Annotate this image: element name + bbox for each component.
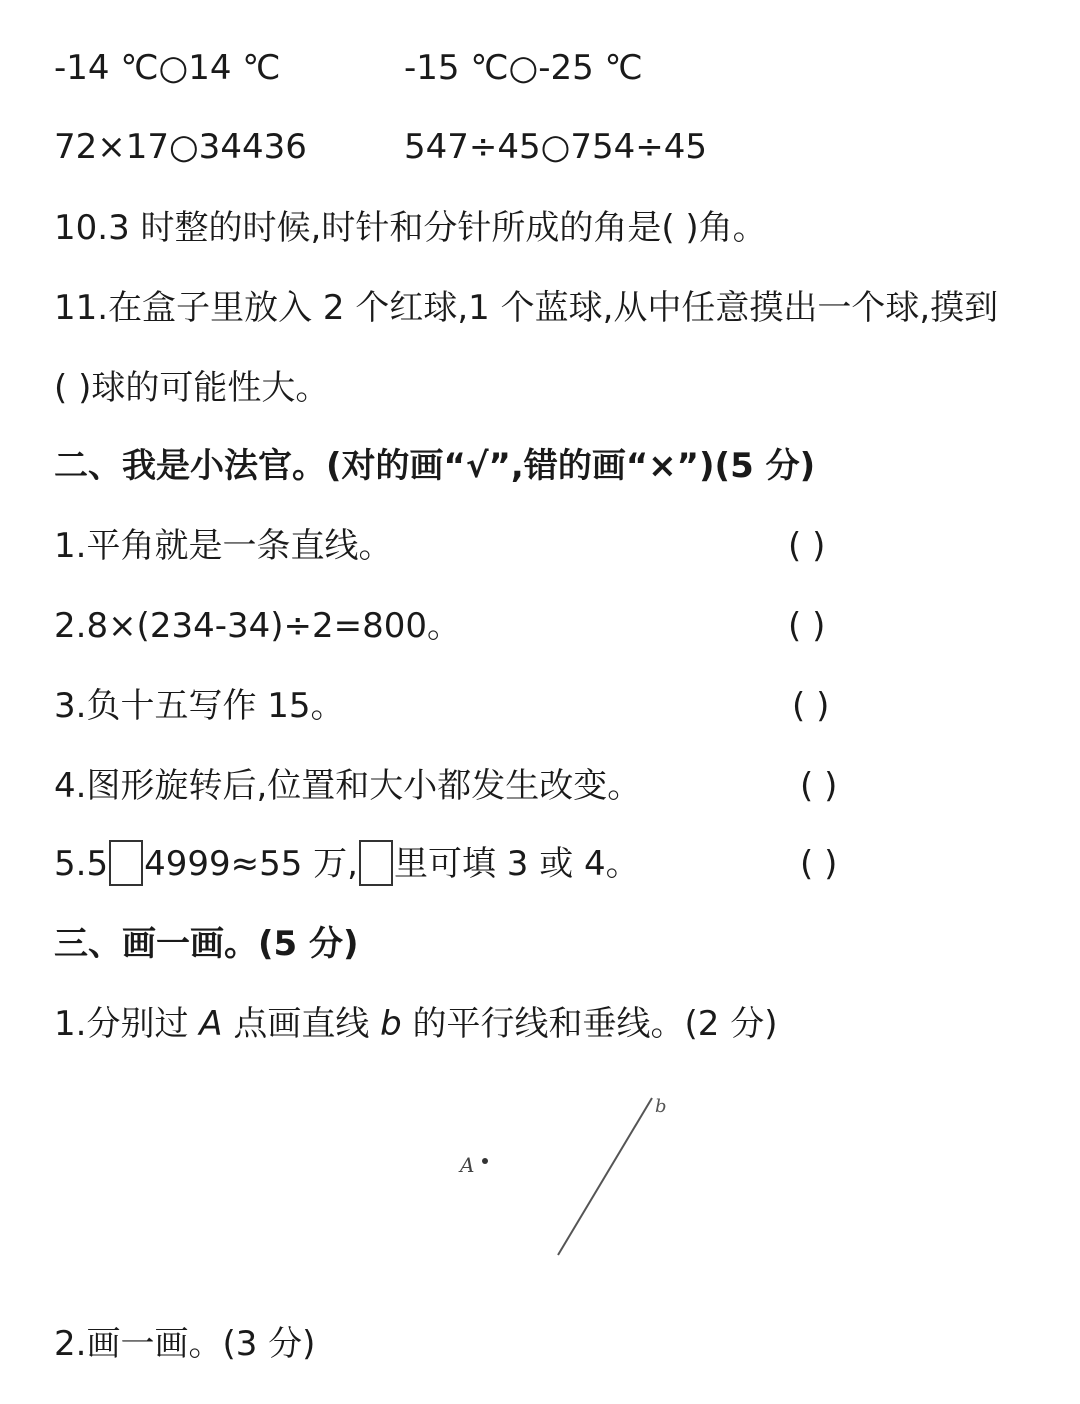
answer-paren-2[interactable]: ( ) bbox=[788, 606, 826, 646]
question-10: 10.3 时整的时候,时针和分针所成的角是( )角。 bbox=[54, 208, 767, 248]
judge-item-4: 4.图形旋转后,位置和大小都发生改变。 bbox=[54, 766, 642, 806]
compare-right-1: -15 ℃○-25 ℃ bbox=[404, 48, 643, 88]
compare-right-2: 547÷45○754÷45 bbox=[404, 127, 707, 167]
q1-mid: 点画直线 bbox=[222, 1004, 381, 1044]
judge-item-5-part1: 5.5 bbox=[54, 844, 109, 884]
section-3-title: 三、画一画。(5 分) bbox=[54, 924, 359, 964]
draw-question-2: 2.画一画。(3 分) bbox=[54, 1324, 316, 1364]
answer-paren-4[interactable]: ( ) bbox=[800, 766, 838, 806]
judge-item-2: 2.8×(234-34)÷2=800。 bbox=[54, 606, 462, 646]
point-a-label: A bbox=[460, 1153, 475, 1177]
point-a-ref: A bbox=[199, 1004, 223, 1044]
judge-item-5-part3: 里可填 3 或 4。 bbox=[393, 844, 640, 884]
judge-item-3: 3.负十五写作 15。 bbox=[54, 686, 345, 726]
judge-item-1: 1.平角就是一条直线。 bbox=[54, 526, 393, 566]
blank-box[interactable] bbox=[109, 840, 143, 886]
answer-paren-1[interactable]: ( ) bbox=[788, 526, 826, 566]
answer-paren-5[interactable]: ( ) bbox=[800, 844, 838, 884]
blank-box[interactable] bbox=[359, 840, 393, 886]
geometry-figure bbox=[0, 1080, 1080, 1280]
point-a bbox=[482, 1158, 488, 1164]
judge-item-5-part2: 4999≈55 万, bbox=[144, 844, 358, 884]
line-b-ref: b bbox=[380, 1004, 402, 1044]
q1-suffix: 的平行线和垂线。(2 分) bbox=[401, 1004, 778, 1044]
q1-prefix: 1.分别过 bbox=[54, 1004, 200, 1044]
line-b bbox=[558, 1098, 652, 1255]
judge-item-5 bbox=[54, 842, 640, 886]
answer-paren-3[interactable]: ( ) bbox=[792, 686, 830, 726]
draw-question-1 bbox=[54, 1002, 778, 1046]
question-11-line2: ( )球的可能性大。 bbox=[54, 368, 330, 408]
line-b-label: b bbox=[655, 1096, 667, 1117]
compare-left-1: -14 ℃○14 ℃ bbox=[54, 48, 281, 88]
question-11-line1: 11.在盒子里放入 2 个红球,1 个蓝球,从中任意摸出一个球,摸到 bbox=[54, 288, 999, 328]
compare-left-2: 72×17○34436 bbox=[54, 127, 307, 167]
section-2-title: 二、我是小法官。(对的画“√”,错的画“×”)(5 分) bbox=[54, 446, 816, 486]
